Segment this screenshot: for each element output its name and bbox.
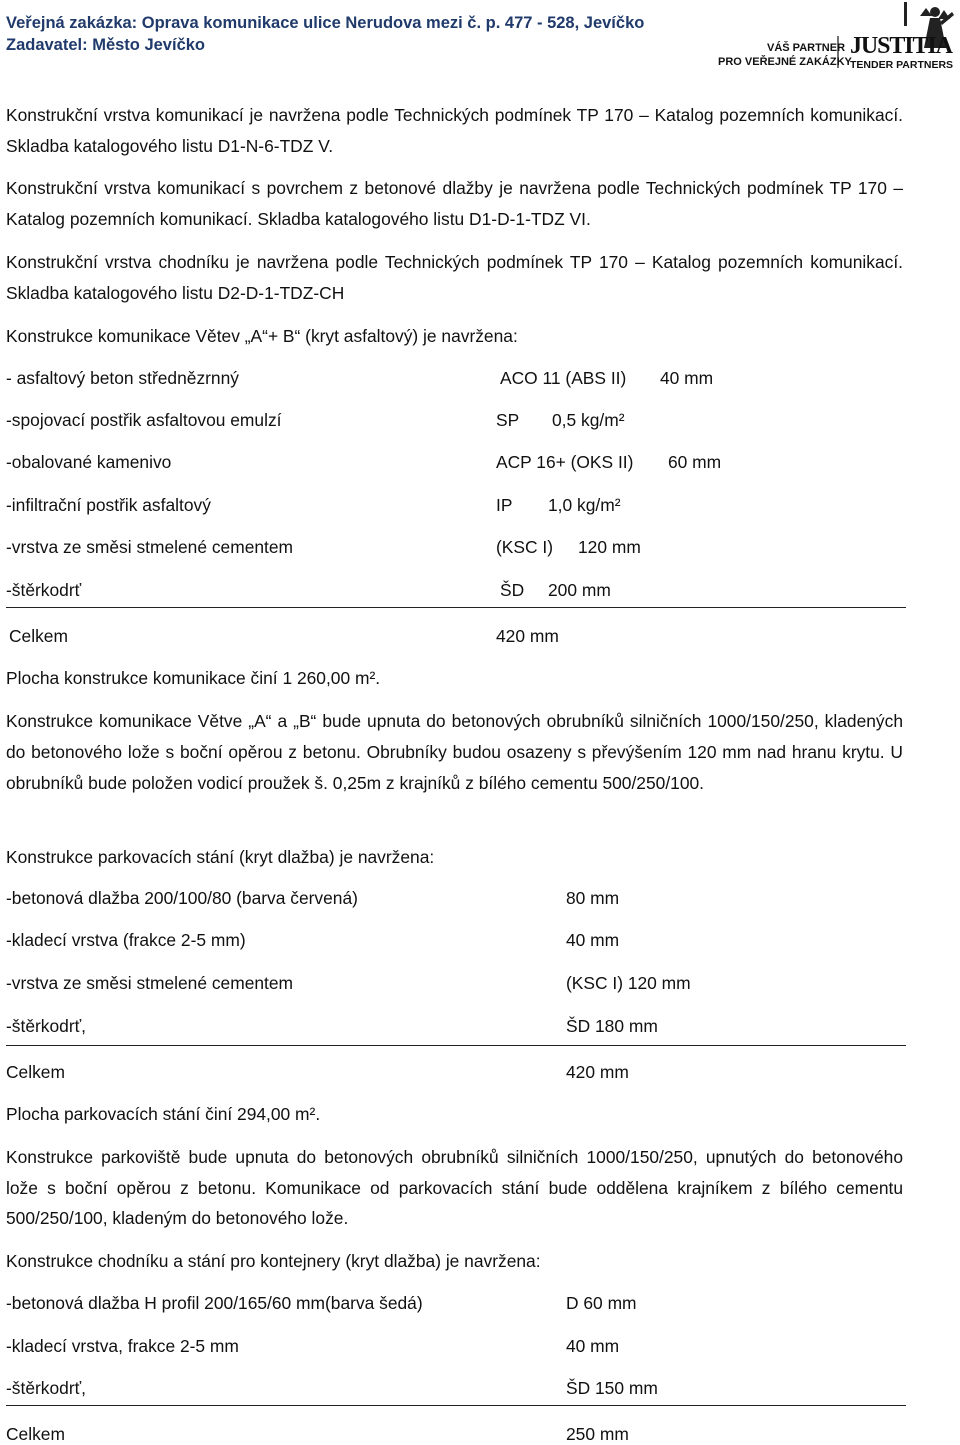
s2-row2-name: -kladecí vrstva (frakce 2-5 mm) — [6, 930, 246, 950]
s1-area: Plocha konstrukce komunikace činí 1 260,00 m². — [6, 668, 381, 688]
s1-total-label: Celkem — [9, 626, 68, 646]
s2-row1-value: 80 mm — [566, 888, 620, 908]
s1-row6-spec: ŠD — [500, 580, 525, 600]
s1-row3-name: -obalované kamenivo — [6, 452, 172, 472]
s1-row3-value: 60 mm — [668, 452, 722, 472]
s2-row3-name: -vrstva ze směsi stmelené cementem — [6, 973, 294, 993]
s3-row1-name: -betonová dlažba H profil 200/165/60 mm(barva šedá) — [6, 1293, 423, 1313]
s3-row2-name: -kladecí vrstva, frakce 2-5 mm — [6, 1336, 239, 1356]
logo-tagline-bottom: PRO VEŘEJNÉ ZAKÁZKY — [718, 56, 852, 68]
s1-row2-spec: SP — [496, 410, 520, 430]
s2-note: Konstrukce parkoviště bude upnuta do betonových obrubníků silničních 1000/150/250, upnutých do betonového lože s boční opěrou z betonu. Komunikace od parkovacích stání bude oddělena krajníkem z bílého cementu 500/250/100, kladeným do betonového lože. — [6, 1147, 903, 1228]
s1-row1-name: - asfaltový beton střednězrnný — [6, 368, 239, 388]
s3-row1-value: D 60 mm — [566, 1293, 637, 1313]
intro-paragraph-1: Konstrukční vrstva komunikací je navržena podle Technických podmínek TP 170 – Katalog pozemních komunikací. Skladba katalogového listu D1-N-6-TDZ V. — [6, 105, 903, 156]
s2-row2-value: 40 mm — [566, 930, 620, 950]
section3-heading: Konstrukce chodníku a stání pro kontejnery (kryt dlažba) je navržena: — [6, 1251, 541, 1271]
s2-row3-value: (KSC I) 120 mm — [566, 973, 691, 993]
justitia-logo — [718, 0, 956, 74]
s1-row6-value: 200 mm — [548, 580, 611, 600]
s1-row2-name: -spojovací postřik asfaltovou emulzí — [6, 410, 282, 430]
contract-title: Veřejná zakázka: Oprava komunikace ulice Nerudova mezi č. p. 477 - 528, Jevíčko — [6, 14, 645, 32]
s1-row4-name: -infiltrační postřik asfaltový — [6, 495, 211, 515]
s2-row4-name: -štěrkodrť, — [6, 1016, 86, 1036]
section1-heading: Konstrukce komunikace Větev „A“+ B“ (kryt asfaltový) je navržena: — [6, 326, 518, 346]
intro-paragraph-2: Konstrukční vrstva komunikací s povrchem z betonové dlažby je navržena podle Technických podmínek TP 170 – Katalog pozemních komunikací. Skladba katalogového listu D1-D-1-TDZ VI. — [6, 178, 903, 229]
s3-row3-name: -štěrkodrť, — [6, 1378, 86, 1398]
s1-row5-name: -vrstva ze směsi stmelené cementem — [6, 537, 294, 557]
s1-total-value: 420 mm — [496, 626, 559, 646]
s2-row4-value: ŠD 180 mm — [566, 1016, 658, 1036]
logo-brand: JUSTITIA — [850, 33, 954, 59]
s1-row4-value: 1,0 kg/m² — [548, 495, 621, 515]
s1-total-divider — [6, 607, 906, 608]
s2-area: Plocha parkovacích stání činí 294,00 m². — [6, 1104, 321, 1124]
s3-total-value: 250 mm — [566, 1424, 629, 1444]
s1-row4-spec: IP — [496, 495, 513, 515]
contracting-authority: Zadavatel: Město Jevíčko — [6, 36, 205, 54]
logo-sub: TENDER PARTNERS — [850, 59, 954, 71]
s1-row1-spec: ACO 11 (ABS II) — [500, 368, 627, 388]
s2-row1-name: -betonová dlažba 200/100/80 (barva červená) — [6, 888, 358, 908]
intro-paragraph-3: Konstrukční vrstva chodníku je navržena podle Technických podmínek TP 170 – Katalog pozemních komunikací. Skladba katalogového listu D2-D-1-TDZ-CH — [6, 252, 903, 303]
s3-total-divider — [6, 1405, 906, 1406]
page-header — [0, 0, 960, 78]
s1-row6-name: -štěrkodrť — [6, 580, 82, 600]
section2-heading: Konstrukce parkovacích stání (kryt dlažba) je navržena: — [6, 847, 435, 867]
s1-row1-value: 40 mm — [660, 368, 714, 388]
logo-tagline-top: VÁŠ PARTNER — [767, 42, 846, 54]
s3-row2-value: 40 mm — [566, 1336, 620, 1356]
s1-row5-spec: (KSC I) — [496, 537, 554, 557]
s1-row5-value: 120 mm — [578, 537, 641, 557]
s2-total-label: Celkem — [6, 1062, 65, 1082]
s1-note: Konstrukce komunikace Větve „A“ a „B“ bude upnuta do betonových obrubníků silničních 1000/150/250, kladených do betonového lože s boční opěrou z betonu. Obrubníky budou osazeny s převýšením 120 mm nad hranu krytu. U obrubníků bude položen vodicí proužek š. 0,25m z krajníků z bílého cementu 500/250/100. — [6, 711, 903, 793]
s3-row3-value: ŠD 150 mm — [566, 1378, 658, 1398]
s3-total-label: Celkem — [6, 1424, 65, 1444]
s2-total-divider — [6, 1045, 906, 1046]
s1-row3-spec: ACP 16+ (OKS II) — [496, 452, 634, 472]
s2-total-value: 420 mm — [566, 1062, 629, 1082]
s1-row2-value: 0,5 kg/m² — [552, 410, 625, 430]
